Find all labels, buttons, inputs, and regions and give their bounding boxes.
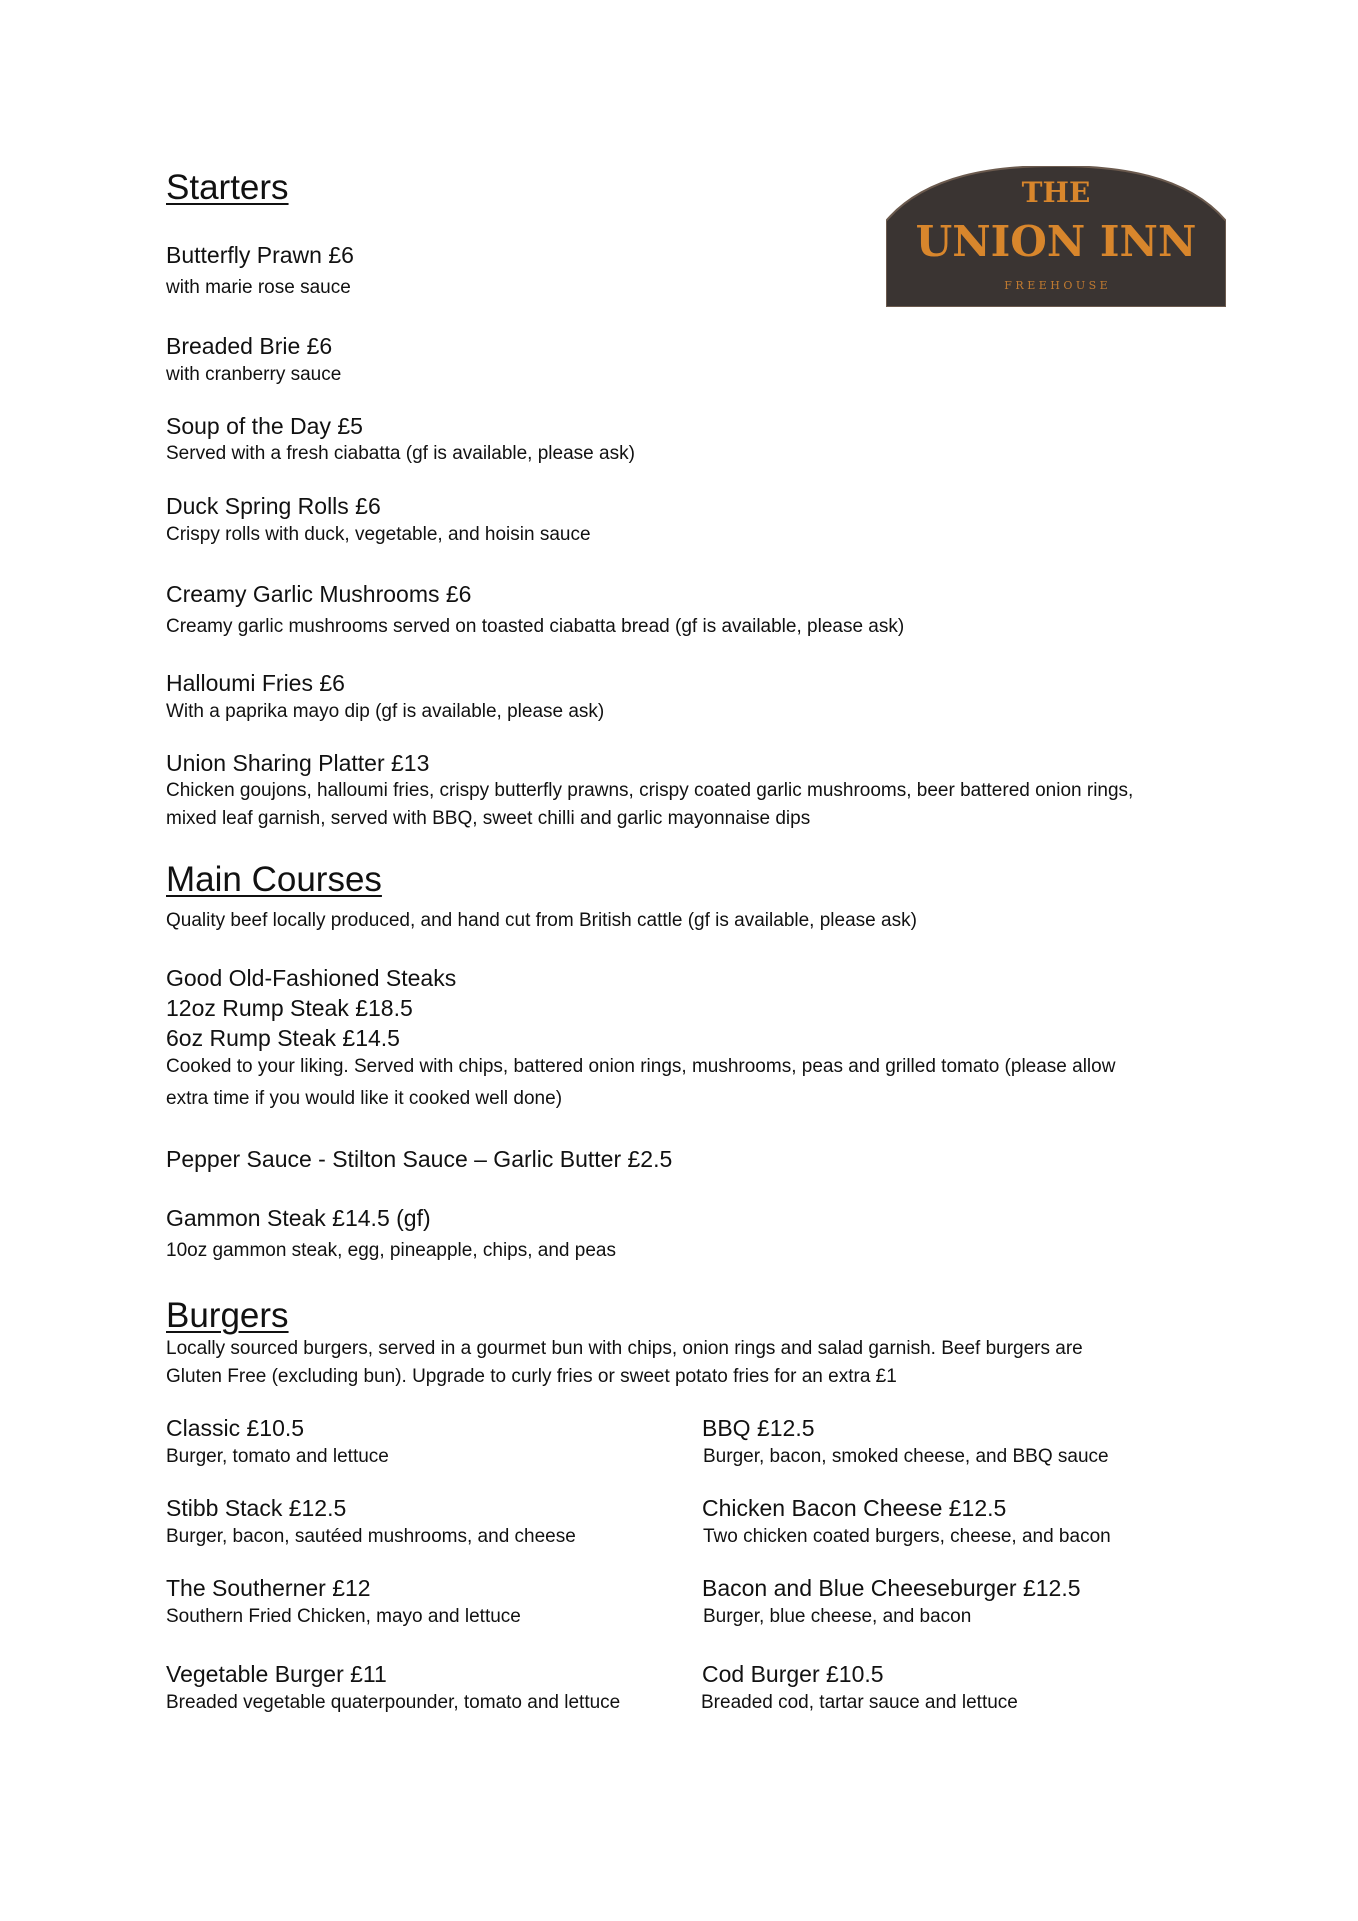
steak-desc: Cooked to your liking. Served with chips, battered onion rings, mushrooms, peas and grilled tomato (please allow bbox=[166, 1056, 1116, 1077]
burger-title: The Southerner £12 bbox=[166, 1575, 371, 1601]
starter-title: Duck Spring Rolls £6 bbox=[166, 493, 381, 519]
burger-desc: Breaded cod, tartar sauce and lettuce bbox=[701, 1692, 1018, 1713]
burger-desc: Burger, bacon, sautéed mushrooms, and cheese bbox=[166, 1526, 576, 1547]
logo-graphic bbox=[886, 166, 1226, 307]
starter-desc: mixed leaf garnish, served with BBQ, sweet chilli and garlic mayonnaise dips bbox=[166, 808, 811, 829]
burger-title: Chicken Bacon Cheese £12.5 bbox=[702, 1495, 1007, 1521]
mains-heading: Main Courses bbox=[166, 860, 382, 899]
starter-desc: Chicken goujons, halloumi fries, crispy butterfly prawns, crispy coated garlic mushrooms, beer battered onion rings, bbox=[166, 780, 1134, 801]
starter-desc: with cranberry sauce bbox=[166, 364, 342, 385]
starter-desc: Crispy rolls with duck, vegetable, and hoisin sauce bbox=[166, 524, 591, 545]
burger-title: Classic £10.5 bbox=[166, 1415, 305, 1441]
starter-title: Halloumi Fries £6 bbox=[166, 670, 345, 696]
logo-line3: F R E E H O U S E bbox=[1004, 279, 1108, 292]
starter-desc: Creamy garlic mushrooms served on toasted ciabatta bread (gf is available, please ask) bbox=[166, 616, 905, 637]
starter-title: Soup of the Day £5 bbox=[166, 413, 363, 439]
burger-desc: Burger, tomato and lettuce bbox=[166, 1446, 389, 1467]
starter-desc: with marie rose sauce bbox=[166, 277, 351, 298]
burgers-intro: Gluten Free (excluding bun). Upgrade to curly fries or sweet potato fries for an extra £1 bbox=[166, 1366, 897, 1387]
union-inn-logo bbox=[886, 166, 1226, 307]
burgers-heading: Burgers bbox=[166, 1296, 289, 1335]
burger-desc: Burger, blue cheese, and bacon bbox=[703, 1606, 972, 1627]
starter-desc: Served with a fresh ciabatta (gf is available, please ask) bbox=[166, 443, 635, 464]
burger-desc: Southern Fried Chicken, mayo and lettuce bbox=[166, 1606, 521, 1627]
burger-title: Bacon and Blue Cheeseburger £12.5 bbox=[702, 1575, 1081, 1601]
logo-line2: UNION INN bbox=[915, 217, 1197, 266]
starter-desc: With a paprika mayo dip (gf is available, please ask) bbox=[166, 701, 605, 722]
mains-intro: Quality beef locally produced, and hand cut from British cattle (gf is available, please ask) bbox=[166, 910, 917, 931]
sauces-line: Pepper Sauce - Stilton Sauce – Garlic Butter £2.5 bbox=[166, 1146, 673, 1172]
burger-title: BBQ £12.5 bbox=[702, 1415, 815, 1441]
steak-option: 12oz Rump Steak £18.5 bbox=[166, 995, 413, 1021]
gammon-desc: 10oz gammon steak, egg, pineapple, chips, and peas bbox=[166, 1240, 616, 1261]
burger-title: Stibb Stack £12.5 bbox=[166, 1495, 347, 1521]
starter-title: Union Sharing Platter £13 bbox=[166, 750, 430, 776]
burger-desc: Two chicken coated burgers, cheese, and bacon bbox=[703, 1526, 1111, 1547]
burger-desc: Breaded vegetable quaterpounder, tomato and lettuce bbox=[166, 1692, 621, 1713]
burger-desc: Burger, bacon, smoked cheese, and BBQ sauce bbox=[703, 1446, 1109, 1467]
starter-title: Breaded Brie £6 bbox=[166, 333, 333, 359]
steak-option: 6oz Rump Steak £14.5 bbox=[166, 1025, 400, 1051]
burgers-intro: Locally sourced burgers, served in a gourmet bun with chips, onion rings and salad garnish. Beef burgers are bbox=[166, 1338, 1083, 1359]
starter-title: Creamy Garlic Mushrooms £6 bbox=[166, 581, 472, 607]
steak-desc: extra time if you would like it cooked well done) bbox=[166, 1088, 563, 1109]
steaks-title: Good Old-Fashioned Steaks bbox=[166, 965, 457, 991]
logo-line1: THE bbox=[1021, 176, 1091, 209]
starter-title: Butterfly Prawn £6 bbox=[166, 242, 354, 268]
gammon-title: Gammon Steak £14.5 (gf) bbox=[166, 1205, 431, 1231]
burger-title: Cod Burger £10.5 bbox=[702, 1661, 884, 1687]
burger-title: Vegetable Burger £11 bbox=[166, 1661, 387, 1687]
starters-heading: Starters bbox=[166, 168, 289, 207]
